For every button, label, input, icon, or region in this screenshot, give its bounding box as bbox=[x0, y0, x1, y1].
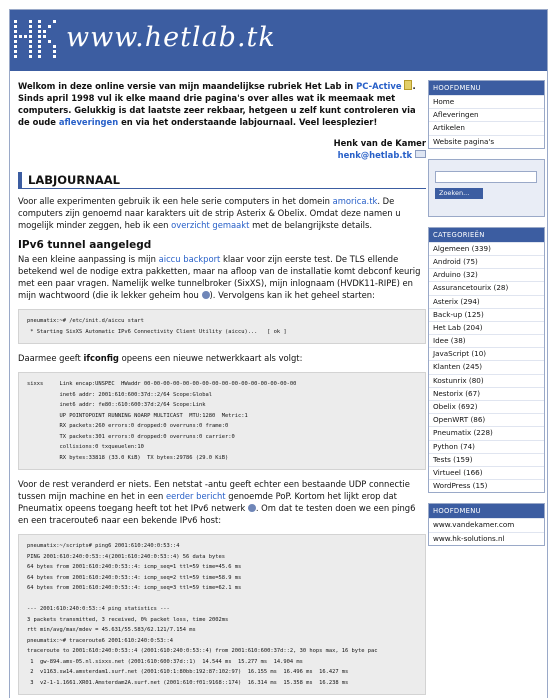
categories-title: CATEGORIEËN bbox=[429, 228, 544, 242]
category-item[interactable]: Pneumatix (228) bbox=[429, 426, 544, 439]
logo-pixel bbox=[29, 35, 32, 38]
category-item[interactable]: Asterix (294) bbox=[429, 295, 544, 308]
overzicht-link[interactable]: overzicht gemaakt bbox=[171, 220, 250, 230]
smiley-icon bbox=[248, 504, 256, 512]
category-item[interactable]: Assurancetourix (28) bbox=[429, 281, 544, 294]
aiccu-backport-link[interactable]: aiccu backport bbox=[158, 254, 221, 264]
categories-list bbox=[429, 242, 544, 493]
article-paragraph-1: Na een kleine aanpassing is mijn aiccu backport klaar voor zijn eerste test. De TLS ellende betekend wel de nodige extra pakketten, maar na afloop van de installatie komt debconf keurig met een paar vragen. Namelijk welke tunnelbroker (SixXS), mijn inlognaam (HVDK11-RIPE) en mijn wachtwoord (die ik lekker geheim hou ). Vervolgens kan ik het geheel starten: bbox=[18, 254, 421, 300]
category-item[interactable]: Kostunrix (80) bbox=[429, 374, 544, 387]
code-block-ifconfig: sixxs Link encap:UNSPEC HWaddr 00-00-00-00-00-00-00-00-00-00-00-00-00-00-00-00 inet6 addr: 2001:610:600:37d::2/64 Scope:Global inet6 addr: fe80::610:600:37d:2/64 Scope:Link UP POINTOPOINT RUNNING NOARP MULTICAST MTU:1280 Metric:1 RX packets:260 errors:0 dropped:0 overruns:0 frame:0 TX packets:301 errors:0 dropped:0 overruns:0 carrier:0 collisions:0 txqueuelen:10 RX bytes:33818 (33.0 KiB) TX bytes:29786 (29.0 KiB) bbox=[18, 372, 426, 470]
categories-box bbox=[428, 227, 545, 494]
logo-pixel bbox=[38, 35, 41, 38]
logo-pixel bbox=[29, 50, 32, 53]
author-block bbox=[18, 137, 426, 161]
logo-pixel bbox=[38, 40, 41, 43]
category-item[interactable]: Virtueel (166) bbox=[429, 466, 544, 479]
category-item[interactable]: Het Lab (204) bbox=[429, 321, 544, 334]
category-item[interactable]: Python (74) bbox=[429, 440, 544, 453]
category-item[interactable]: Nestorix (67) bbox=[429, 387, 544, 400]
logo-pixel bbox=[38, 55, 41, 58]
intro-paragraph: Welkom in deze online versie van mijn maandelijkse rubriek Het Lab in PC-Active . Sinds april 1998 vul ik elke maand drie pagina's over alles wat ik meemaak met computers. Gelukkig is dat laatste zeer rekbaar, hetgeen u zelf kunt controleren via de oude afleveringen en via het onderstaande labjournaal. Veel leesplezier! bbox=[18, 81, 416, 127]
domain-paragraph: Voor alle experimenten gebruik ik een hele serie computers in het domein amorica.tk. De computers zijn genoemd naar karakters uit de strip Asterix & Obelix. Omdat deze namen u mogelijk minder zeggen, heb ik een overzicht gemaakt met de belangrijkste details. bbox=[18, 196, 401, 230]
article-paragraph-3: Voor de rest veranderd er niets. Een netstat -antu geeft echter een bestaande UDP connectie tussen mijn machine en het in een eerder bericht genoemde PoP. Kortom het lijkt erop dat Pneumatix opeens toegang heeft tot het IPv6 netwerk . Om dat te testen doen we een ping6 en een traceroute6 naar een bekende IPv6 host: bbox=[18, 479, 416, 525]
logo-pixel bbox=[53, 20, 56, 23]
menu-item-home[interactable]: Home bbox=[429, 95, 544, 108]
links-box bbox=[428, 503, 545, 545]
site-title[interactable]: www.hetlab.tk bbox=[66, 22, 276, 53]
logo-pixel bbox=[43, 35, 46, 38]
links-title: HOOFDMENU bbox=[429, 504, 544, 518]
link-vandekamer[interactable]: www.vandekamer.com bbox=[429, 518, 544, 531]
smiley-icon bbox=[202, 291, 210, 299]
category-item[interactable]: Back-up (125) bbox=[429, 308, 544, 321]
category-item[interactable]: Algemeen (339) bbox=[429, 242, 544, 255]
menu-item-website-paginas[interactable]: Website pagina's bbox=[429, 135, 544, 148]
logo-pixel bbox=[38, 30, 41, 33]
logo-pixel bbox=[53, 55, 56, 58]
search-button[interactable]: Zoeken... bbox=[435, 188, 483, 199]
sidebar bbox=[428, 80, 545, 556]
section-title: LABJOURNAAL bbox=[18, 172, 426, 189]
logo-pixel bbox=[43, 30, 46, 33]
logo-pixel bbox=[53, 45, 56, 48]
code-block-ping6: pneumatix:~/scripts# ping6 2001:610:240:0:53::4 PING 2001:610:240:0:53::4(2001:610:240:0:53::4) 56 data bytes 64 bytes from 2001:610:240:0:53::4: icmp_seq=1 ttl=59 time=45.6 ms 64 bytes from 2001:610:240:0:53::4: icmp_seq=2 ttl=59 time=58.9 ms 64 bytes from 2001:610:240:0:53::4: icmp_seq=3 ttl=59 time=62.1 ms --- 2001:610:240:0:53::4 ping statistics --- 3 packets transmitted, 3 received, 0% packet loss, time 2002ms rtt min/avg/max/mdev = 45.631/55.583/62.121/7.154 ms pneumatix:~# traceroute6 2001:610:240:0:53::4 traceroute to 2001:610:240:0:53::4 (2001:610:240:0:53::4) from 2001:610:600:37d::2, 30 hops max, 16 byte pac 1 gw-894.ams-05.nl.sixxs.net (2001:610:600:37d::1) 14.544 ms 15.277 ms 14.904 ms 2 v1163.sw14.amsterdam1.surf.net (2001:610:1:80bb:192:87:102:97) 16.155 ms 16.496 ms 16.427 ms 3 v2-1-1.1661.XR01.Amsterdam2A.surf.net (2001:610:f01:9168::174) 16.314 ms 15.358 ms 16.238 ms bbox=[18, 534, 426, 695]
link-hk-solutions[interactable]: www.hk-solutions.nl bbox=[429, 532, 544, 545]
logo-pixel bbox=[38, 45, 41, 48]
logo-pixel bbox=[29, 45, 32, 48]
logo-pixel bbox=[14, 30, 17, 33]
eerder-bericht-link[interactable]: eerder bericht bbox=[165, 491, 226, 501]
logo-pixel bbox=[48, 25, 51, 28]
logo-pixel bbox=[19, 35, 22, 38]
category-item[interactable]: Obelix (692) bbox=[429, 400, 544, 413]
logo-pixel bbox=[38, 25, 41, 28]
mail-icon bbox=[415, 150, 426, 158]
logo-pixel bbox=[53, 50, 56, 53]
logo-pixel bbox=[38, 20, 41, 23]
email-link[interactable]: henk@hetlab.tk bbox=[337, 150, 413, 160]
code-block-aiccu-start: pneumatix:~# /etc/init.d/aiccu start * Starting SixXS Automatic IPv6 Connectivity Client Utility (aiccu)... [ ok ] bbox=[18, 309, 426, 344]
logo-pixel bbox=[24, 35, 27, 38]
category-item[interactable]: Klanten (245) bbox=[429, 360, 544, 373]
menu-item-artikelen[interactable]: Artikelen bbox=[429, 121, 544, 134]
search-input[interactable] bbox=[435, 171, 537, 183]
search-box bbox=[428, 159, 545, 217]
logo-pixel bbox=[38, 50, 41, 53]
logo-pixel bbox=[14, 55, 17, 58]
main-menu-title: HOOFDMENU bbox=[429, 81, 544, 95]
logo-pixel bbox=[14, 40, 17, 43]
article-paragraph-2: Daarmee geeft ifconfig opeens een nieuwe netwerkkaart als volgt: bbox=[18, 353, 303, 363]
page bbox=[9, 9, 548, 698]
main-menu-box bbox=[428, 80, 545, 149]
logo-pixel bbox=[29, 20, 32, 23]
logo-pixel bbox=[29, 30, 32, 33]
logo-pixel bbox=[14, 50, 17, 53]
category-item[interactable]: OpenWRT (86) bbox=[429, 413, 544, 426]
logo-pixel bbox=[48, 40, 51, 43]
article-title[interactable]: IPv6 tunnel aangelegd bbox=[18, 239, 152, 251]
logo-pixel bbox=[29, 55, 32, 58]
category-item[interactable]: WordPress (15) bbox=[429, 479, 544, 492]
logo-pixel bbox=[29, 40, 32, 43]
category-item[interactable]: Idee (38) bbox=[429, 334, 544, 347]
menu-item-afleveringen[interactable]: Afleveringen bbox=[429, 108, 544, 121]
logo-pixel bbox=[14, 25, 17, 28]
site-header bbox=[10, 10, 547, 71]
amorica-link[interactable]: amorica.tk bbox=[332, 196, 378, 206]
pc-active-link[interactable]: PC-Active bbox=[356, 81, 402, 91]
category-item[interactable]: JavaScript (10) bbox=[429, 347, 544, 360]
logo-pixel bbox=[14, 20, 17, 23]
logo-pixel bbox=[29, 25, 32, 28]
author-name: Henk van de Kamer bbox=[333, 138, 426, 148]
logo-pixel bbox=[14, 45, 17, 48]
category-item[interactable]: Tests (159) bbox=[429, 453, 544, 466]
main-content bbox=[18, 80, 426, 698]
logo-pixel bbox=[14, 35, 17, 38]
afleveringen-link[interactable]: afleveringen bbox=[58, 117, 119, 127]
category-item[interactable]: Android (75) bbox=[429, 255, 544, 268]
category-item[interactable]: Arduino (32) bbox=[429, 268, 544, 281]
